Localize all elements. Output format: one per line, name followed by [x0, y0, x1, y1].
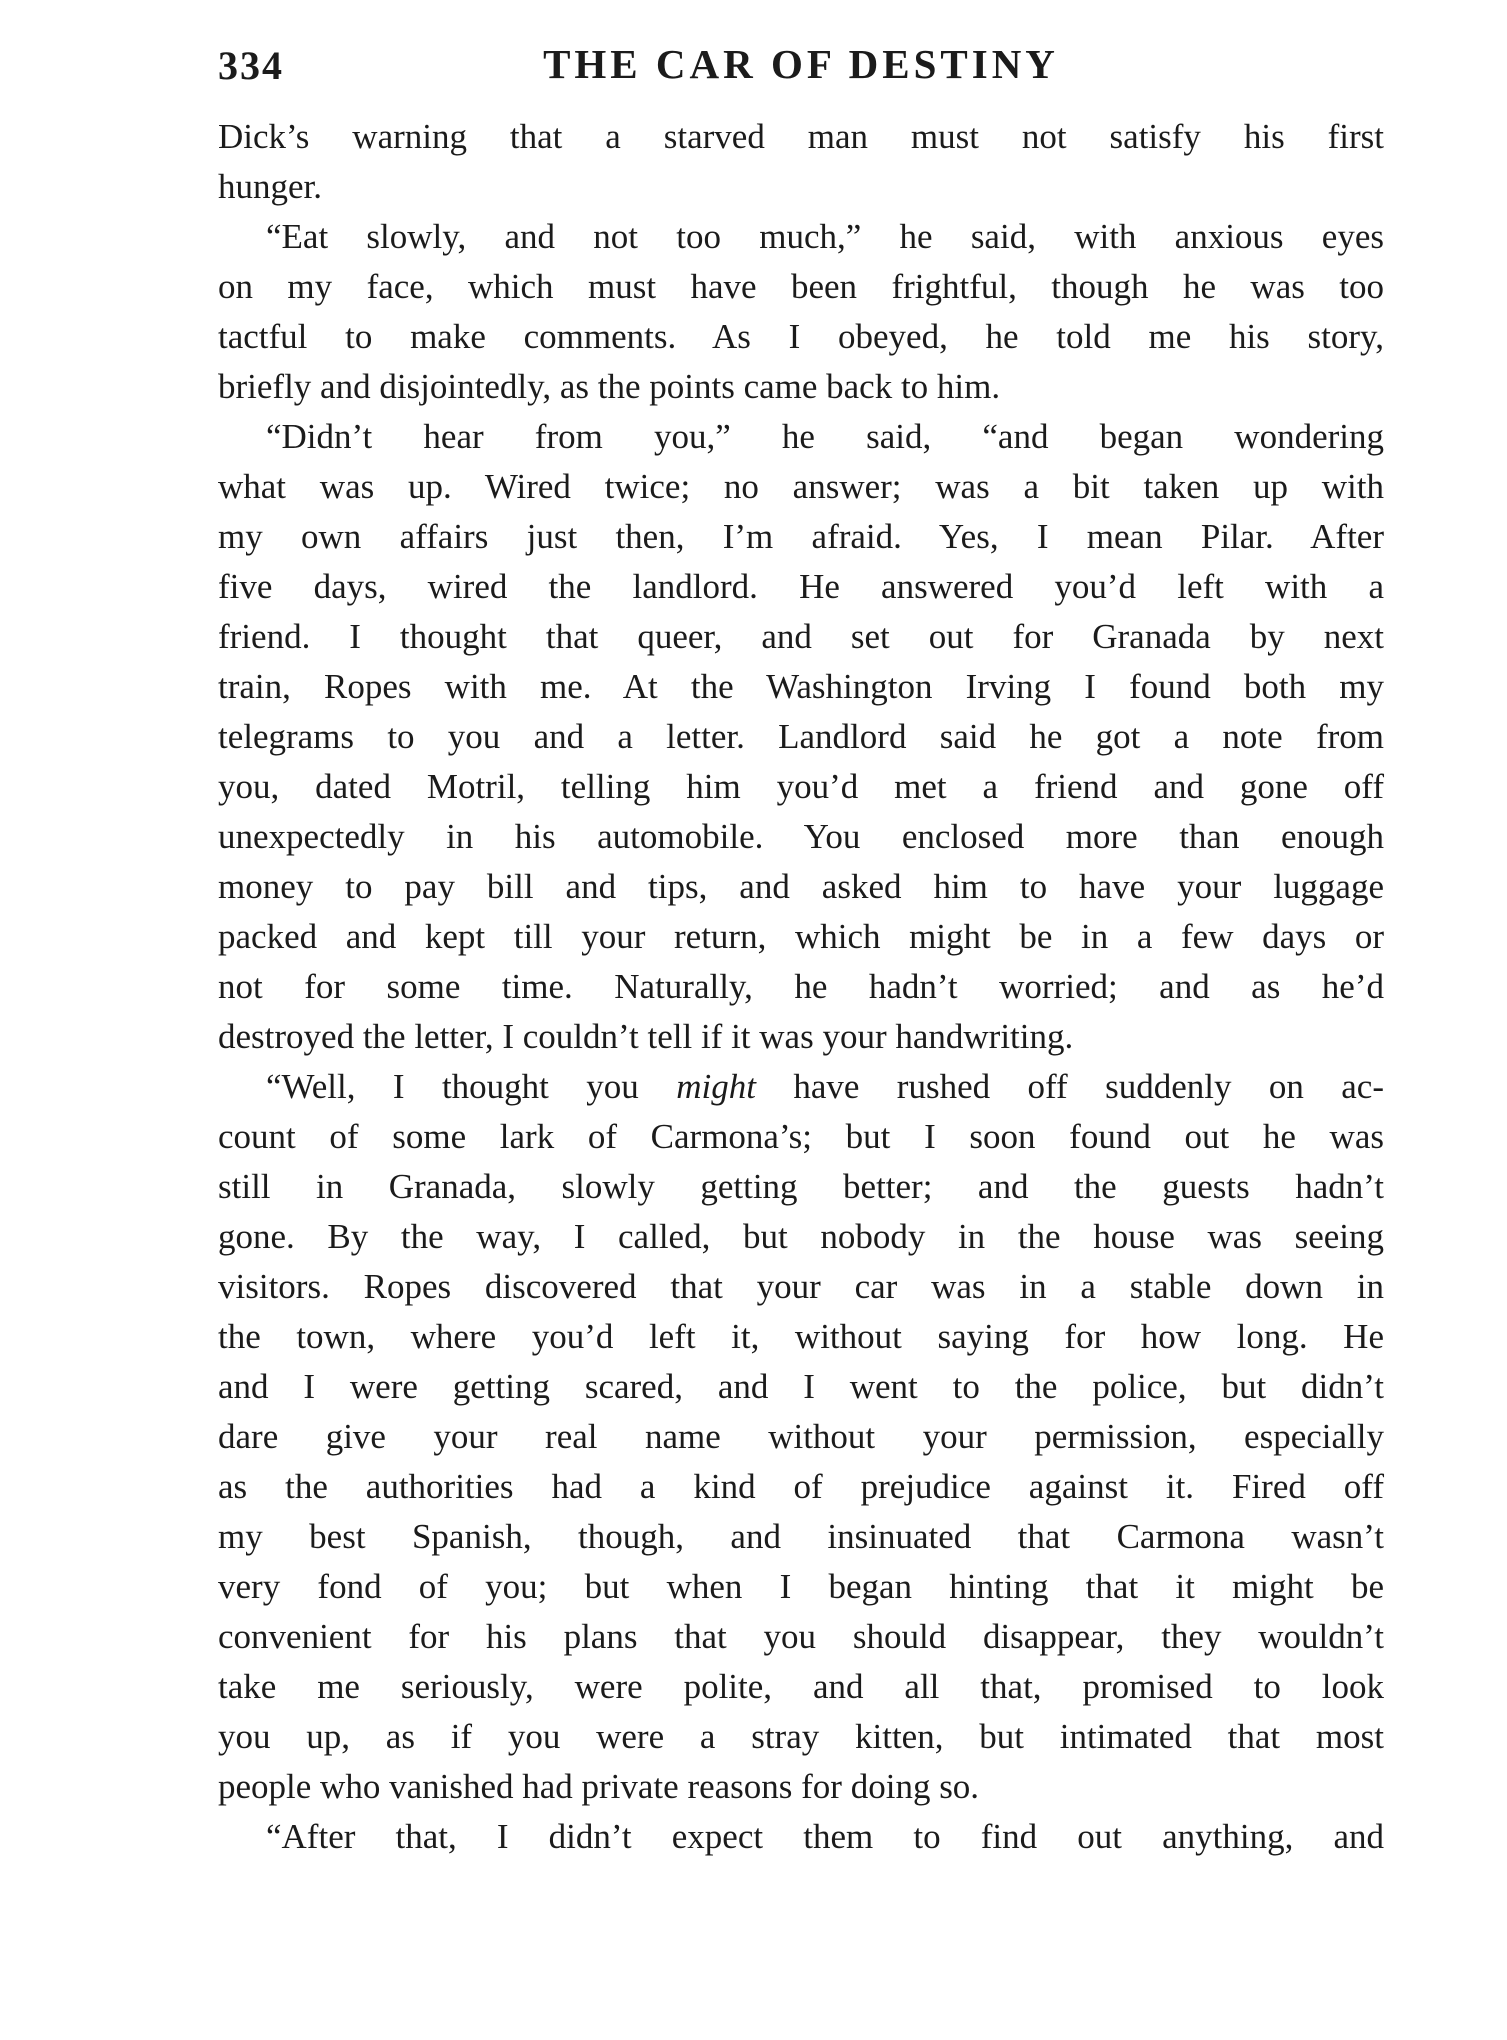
text-line: “Eat slowly, and not too much,” he said, with anxious eyes [266, 217, 1384, 256]
text-line: not for some time. Naturally, he hadn’t worried; and as he’d [218, 967, 1384, 1006]
text-line: hunger. [218, 167, 323, 206]
text-line: telegrams to you and a letter. Landlord said he got a note from [218, 717, 1384, 756]
text-line: gone. By the way, I called, but nobody in the house was seeing [218, 1217, 1384, 1256]
text-line: what was up. Wired twice; no answer; was a bit taken up with [218, 467, 1384, 506]
text-line: dare give your real name without your permission, especially [218, 1417, 1384, 1456]
body-text [218, 112, 1384, 1862]
text-line: my own affairs just then, I’m afraid. Yes, I mean Pilar. After [218, 517, 1384, 556]
text-line: the town, where you’d left it, without saying for how long. He [218, 1317, 1384, 1356]
running-title: THE CAR OF DESTINY [543, 41, 1059, 87]
text-line: destroyed the letter, I couldn’t tell if it was your handwriting. [218, 1017, 1074, 1056]
text-line: you, dated Motril, telling him you’d met a friend and gone off [218, 767, 1384, 806]
text-line: packed and kept till your return, which might be in a few days or [218, 917, 1384, 956]
text-line: five days, wired the landlord. He answered you’d left with a [218, 567, 1384, 606]
text-line: you up, as if you were a stray kitten, but intimated that most [218, 1717, 1384, 1756]
paragraph [218, 412, 1384, 1062]
text-line: take me seriously, were polite, and all that, promised to look [218, 1667, 1384, 1706]
text-line: tactful to make comments. As I obeyed, he told me his story, [218, 317, 1384, 356]
text-line: money to pay bill and tips, and asked him to have your luggage [218, 867, 1384, 906]
text-line: visitors. Ropes discovered that your car was in a stable down in [218, 1267, 1384, 1306]
text-line: “Didn’t hear from you,” he said, “and began wondering [266, 417, 1384, 456]
paragraph [218, 212, 1384, 412]
paragraph [218, 1812, 1384, 1862]
text-line: Dick’s warning that a starved man must not satisfy his first [218, 117, 1384, 156]
text-line: briefly and disjointedly, as the points came back to him. [218, 367, 1001, 406]
text-line: my best Spanish, though, and insinuated that Carmona wasn’t [218, 1517, 1384, 1556]
text-line: “Well, I thought you might have rushed off suddenly on ac- [266, 1067, 1384, 1106]
text-line: people who vanished had private reasons for doing so. [218, 1767, 980, 1806]
text-line: very fond of you; but when I began hinting that it might be [218, 1567, 1384, 1606]
paragraph [218, 1062, 1384, 1812]
text-line: on my face, which must have been frightful, though he was too [218, 267, 1384, 306]
text-line: friend. I thought that queer, and set out for Granada by next [218, 617, 1384, 656]
text-line: count of some lark of Carmona’s; but I soon found out he was [218, 1117, 1384, 1156]
text-line: and I were getting scared, and I went to the police, but didn’t [218, 1367, 1384, 1406]
text-line: train, Ropes with me. At the Washington Irving I found both my [218, 667, 1384, 706]
page-number-label: 334 [218, 43, 284, 88]
page-header [218, 40, 1384, 90]
text-line: still in Granada, slowly getting better; and the guests hadn’t [218, 1167, 1384, 1206]
text-line: convenient for his plans that you should disappear, they wouldn’t [218, 1617, 1384, 1656]
paragraph [218, 112, 1384, 212]
text-line: as the authorities had a kind of prejudice against it. Fired off [218, 1467, 1384, 1506]
text-line: “After that, I didn’t expect them to find out anything, and [266, 1817, 1384, 1856]
text-line: unexpectedly in his automobile. You enclosed more than enough [218, 817, 1384, 856]
